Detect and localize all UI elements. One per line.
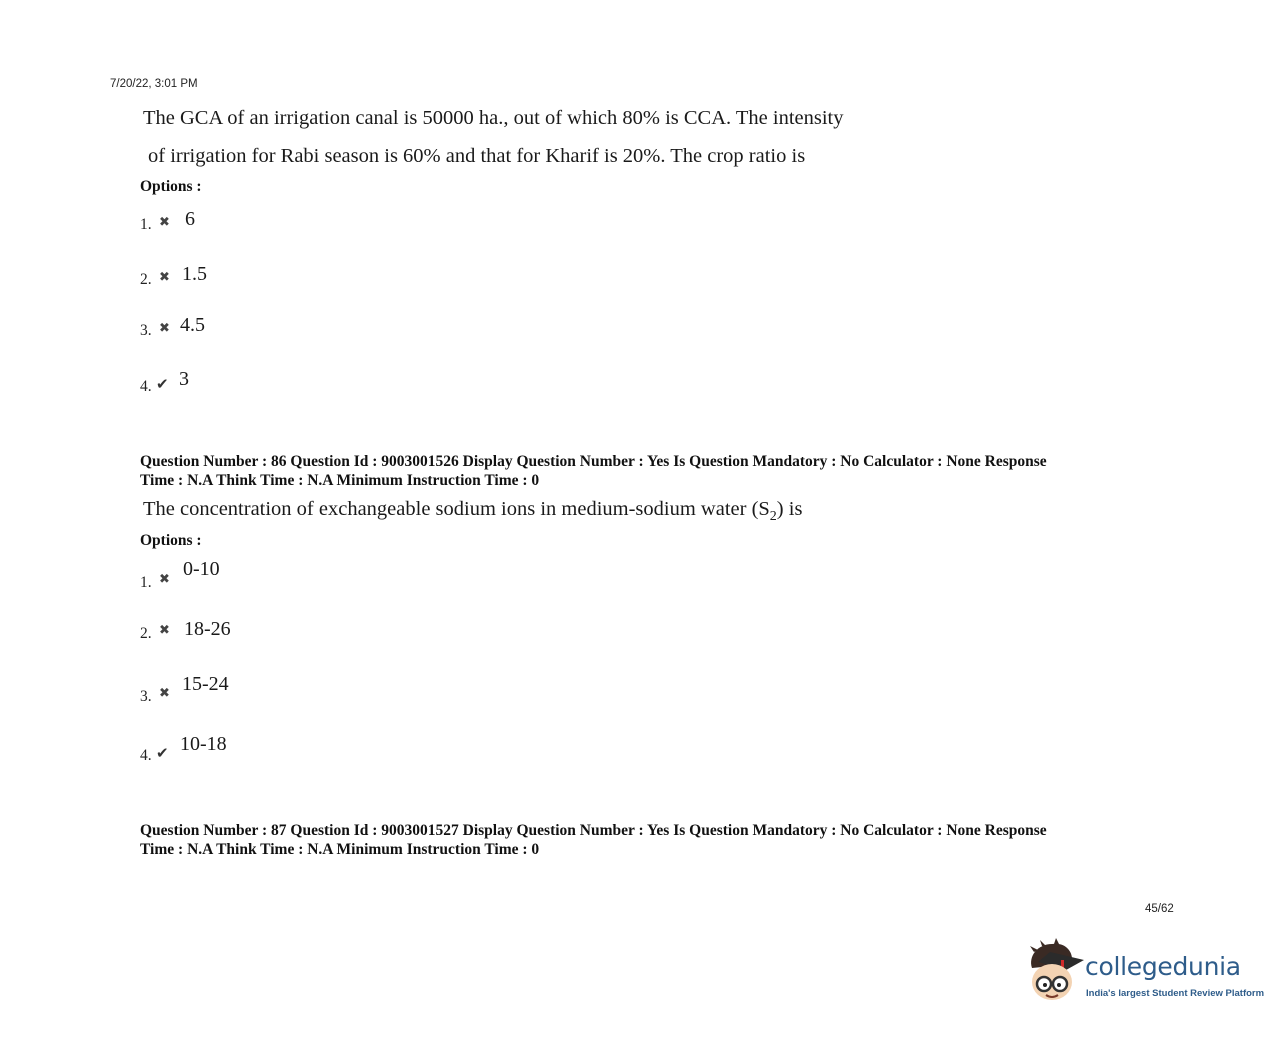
question-87-meta-line2: Time : N.A Think Time : N.A Minimum Instruction Time : 0 — [140, 841, 540, 858]
q85-option-4-value: 3 — [179, 368, 189, 390]
question-86-text — [143, 498, 802, 525]
question-86-meta — [140, 452, 1047, 490]
q85-option-3-value: 4.5 — [180, 314, 205, 336]
q85-option-4-number: 4. — [140, 378, 152, 395]
q86-option-2-number: 2. — [140, 625, 152, 642]
page-number: 45/62 — [1145, 903, 1174, 915]
q85-option-3-number: 3. — [140, 322, 152, 339]
question-86-text-main: The concentration of exchangeable sodium ions in medium-sodium water (S — [143, 498, 770, 520]
q86-option-1-number: 1. — [140, 574, 152, 591]
q85-option-1-number: 1. — [140, 216, 152, 233]
q85-option-2-wrong-icon: ✖ — [159, 270, 170, 285]
question-86-text-end: ) is — [776, 498, 803, 520]
q86-option-3-wrong-icon: ✖ — [159, 686, 170, 701]
question-86-options-label: Options : — [140, 532, 202, 549]
brand-tagline: India's largest Student Review Platform — [1086, 988, 1265, 999]
question-85-text-line1: The GCA of an irrigation canal is 50000 ha., out of which 80% is CCA. The intensity — [143, 107, 844, 129]
q85-option-1-wrong-icon: ✖ — [159, 215, 170, 230]
question-87-meta — [140, 821, 1047, 859]
q86-option-2-value: 18-26 — [184, 618, 231, 640]
q85-option-1-value: 6 — [185, 208, 195, 230]
q86-option-4-number: 4. — [140, 747, 152, 764]
q86-option-4-correct-icon: ✔ — [156, 744, 169, 762]
question-86-text-subscript: 2 — [769, 509, 777, 525]
mascot-icon — [1024, 938, 1088, 1010]
q85-option-3-wrong-icon: ✖ — [159, 321, 170, 336]
question-86-meta-line2: Time : N.A Think Time : N.A Minimum Instruction Time : 0 — [140, 472, 540, 489]
q85-option-2-value: 1.5 — [182, 263, 207, 285]
brand-name: collegedunia — [1085, 952, 1241, 981]
q86-option-1-value: 0-10 — [183, 558, 220, 580]
q86-option-3-value: 15-24 — [182, 673, 229, 695]
question-86-meta-line1: Question Number : 86 Question Id : 9003001526 Display Question Number : Yes Is Question Mandatory : No Calculator : None Response — [140, 453, 1047, 470]
q85-option-4-correct-icon: ✔ — [156, 375, 169, 393]
question-87-meta-line1: Question Number : 87 Question Id : 9003001527 Display Question Number : Yes Is Question Mandatory : No Calculator : None Response — [140, 822, 1047, 839]
q86-option-1-wrong-icon: ✖ — [159, 572, 170, 587]
q85-option-2-number: 2. — [140, 271, 152, 288]
q86-option-4-value: 10-18 — [180, 733, 227, 755]
print-timestamp: 7/20/22, 3:01 PM — [110, 78, 198, 90]
q86-option-2-wrong-icon: ✖ — [159, 623, 170, 638]
q86-option-3-number: 3. — [140, 688, 152, 705]
question-85-options-label: Options : — [140, 178, 202, 195]
question-85-text-line2: of irrigation for Rabi season is 60% and that for Kharif is 20%. The crop ratio is — [148, 145, 806, 167]
